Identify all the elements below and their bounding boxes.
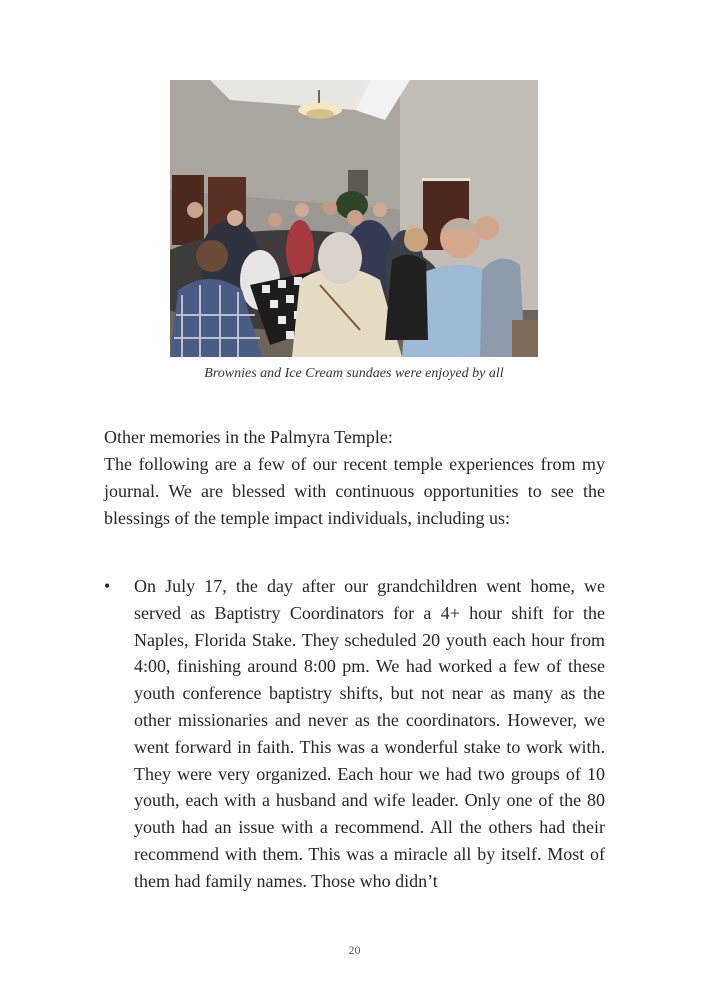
bullet-paragraph: On July 17, the day after our grandchildren went home, we served as Baptistry Coordinators for a 4+ hour shift for the Naples, Florida Stake. They scheduled 20 youth each hour from 4:00, finishing around 8:00 pm. We had worked a few of these youth conference baptistry shifts, but not near as many as the other missionaries and never as the coordinators. However, we went forward in faith. This was a wonderful stake to work with. They were very organized. Each hour we had two groups of 10 youth, each with a husband and wife leader. Only one of the 80 youth had an issue with a recommend. All the others had their recommend with them. This was a miracle all by itself. Most of them had family names. Those who didn’t [134,576,605,891]
intro-paragraph: The following are a few of our recent temple experiences from my journal. We are blessed with continuous opportunities to see the blessings of the temple impact individuals, including us: [104,454,605,528]
bullet-marker: • [104,576,111,596]
photo-caption: Brownies and Ice Cream sundaes were enjoyed by all [204,366,504,381]
event-photo [170,80,538,357]
section-heading: Other memories in the Palmyra Temple: [104,427,393,447]
page-number: 20 [348,943,361,957]
